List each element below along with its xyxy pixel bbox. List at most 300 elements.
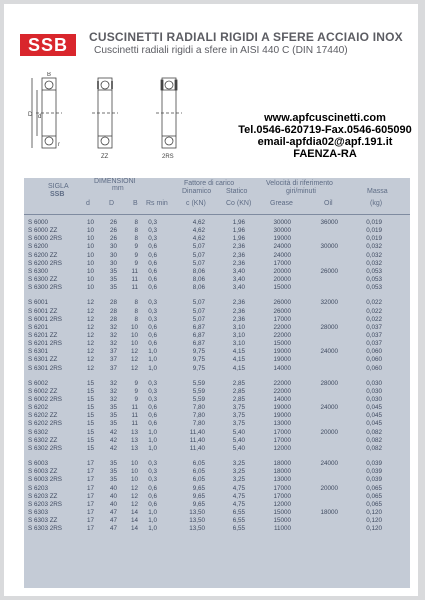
table-cell: 0,082 xyxy=(366,428,382,436)
table-cell: 19000 xyxy=(273,348,291,356)
table-cell: 0,3 xyxy=(148,387,157,395)
table-cell: 0,030 xyxy=(366,396,382,403)
table-cell: 3,10 xyxy=(232,340,245,348)
table-cell: 30000 xyxy=(320,243,338,251)
table-cell: 3,10 xyxy=(232,331,245,339)
table-cell: S 6303 ZZ xyxy=(28,517,58,525)
table-cell: 11,40 xyxy=(189,444,205,452)
table-cell: 0,082 xyxy=(366,444,382,452)
table-cell: 26 xyxy=(109,219,117,226)
table-cell: 0,030 xyxy=(366,379,382,387)
table-cell: S 6003 2RS xyxy=(28,476,62,484)
table-cell: S 6301 ZZ xyxy=(28,356,58,364)
table-cell: 1,96 xyxy=(232,219,245,226)
table-cell: 1,0 xyxy=(148,517,157,525)
table-cell: 4,75 xyxy=(232,484,245,492)
table-cell: 0,6 xyxy=(148,267,157,275)
table-cell: 14 xyxy=(130,525,138,533)
table-cell: 22000 xyxy=(273,379,291,387)
table-cell: S 6000 xyxy=(28,219,48,226)
table-cell: 4,62 xyxy=(192,235,205,243)
table-cell: 6,87 xyxy=(192,340,205,348)
table-cell: 4,15 xyxy=(232,356,245,364)
table-cell: 8 xyxy=(134,235,138,243)
header-massa: Massa xyxy=(367,188,388,195)
table-cell: 3,40 xyxy=(232,267,245,275)
table-cell: 11 xyxy=(131,412,138,420)
table-cell: 18000 xyxy=(273,468,291,476)
table-cell: 1,0 xyxy=(148,444,157,452)
table-cell: 12 xyxy=(86,348,94,356)
table-cell: 2,36 xyxy=(232,243,245,251)
table-cell: 37 xyxy=(109,348,117,356)
table-cell: S 6302 xyxy=(28,428,48,436)
table-cell: 5,07 xyxy=(192,315,205,323)
table-cell: 0,6 xyxy=(148,420,157,428)
table-cell: 15 xyxy=(86,420,94,428)
table-cell: 17 xyxy=(86,492,94,500)
table-cell: 35 xyxy=(109,412,117,420)
header-sigla: SIGLA xyxy=(48,183,69,190)
table-cell: 7,80 xyxy=(192,404,205,412)
table-cell: 17 xyxy=(86,525,94,533)
table-cell: 0,6 xyxy=(148,412,157,420)
table-cell: 0,045 xyxy=(366,412,382,420)
table-cell: 4,75 xyxy=(232,492,245,500)
table-cell: 0,019 xyxy=(366,219,382,226)
table-cell: 32 xyxy=(109,379,117,387)
table-cell: 0,120 xyxy=(366,525,382,533)
table-cell: 0,022 xyxy=(366,299,382,307)
table-cell: 9 xyxy=(134,251,138,259)
table-cell: 30 xyxy=(109,243,117,251)
table-cell: 40 xyxy=(109,500,117,508)
table-cell: 6,05 xyxy=(192,468,205,476)
table-cell: 24000 xyxy=(320,404,338,412)
table-cell: 15 xyxy=(86,428,94,436)
table-cell: 1,0 xyxy=(148,348,157,356)
table-cell: S 6200 2RS xyxy=(28,259,62,267)
table-cell: 9,75 xyxy=(192,364,205,372)
table-cell: 24000 xyxy=(320,348,338,356)
table-cell: 35 xyxy=(109,276,117,284)
table-cell: 11000 xyxy=(273,525,291,533)
table-cell: 17 xyxy=(86,460,94,468)
table-cell: 3,25 xyxy=(232,476,245,484)
table-cell: 0,3 xyxy=(148,396,157,403)
table-cell: 14 xyxy=(130,508,138,516)
table-cell: 15000 xyxy=(273,284,291,292)
table-cell: S 6202 ZZ xyxy=(28,412,58,420)
table-cell: 0,037 xyxy=(366,340,382,348)
table-cell: 12 xyxy=(130,492,138,500)
table-cell: 40 xyxy=(109,492,117,500)
table-cell: 0,065 xyxy=(366,500,382,508)
table-cell: 0,019 xyxy=(366,235,382,243)
table-cell: 0,060 xyxy=(366,356,382,364)
table-cell: 35 xyxy=(109,267,117,275)
city-text: FAENZA-RA xyxy=(293,148,357,160)
table-cell: 8 xyxy=(134,227,138,235)
header-velocita: Velocità di riferimento xyxy=(266,180,333,187)
table-cell: 0,053 xyxy=(366,284,382,292)
table-cell: 0,3 xyxy=(148,460,157,468)
dim-r-label: r xyxy=(58,142,60,148)
table-cell: 47 xyxy=(109,525,117,533)
table-cell: S 6201 ZZ xyxy=(28,331,58,339)
table-cell: 0,6 xyxy=(148,404,157,412)
table-cell: 12 xyxy=(86,356,94,364)
table-cell: 0,032 xyxy=(366,243,382,251)
bearing-2rs-drawing xyxy=(156,78,182,148)
table-cell: 0,032 xyxy=(366,251,382,259)
table-cell: 0,6 xyxy=(148,251,157,259)
table-cell: 6,55 xyxy=(232,525,245,533)
table-cell: 1,96 xyxy=(232,227,245,235)
header-kg: (kg) xyxy=(370,200,383,207)
table-cell: S 6300 xyxy=(28,267,48,275)
table-cell: 15 xyxy=(86,436,94,444)
table-cell: 0,6 xyxy=(148,259,157,267)
header-ssb: SSB xyxy=(50,191,65,198)
table-cell: 0,053 xyxy=(366,267,382,275)
table-cell: 17 xyxy=(86,468,94,476)
table-cell: 11 xyxy=(131,276,138,284)
table-cell: S 6000 ZZ xyxy=(28,227,58,235)
table-cell: 22000 xyxy=(273,323,291,331)
phone-fax-text: Tel.0546-620719-Fax.0546-605090 xyxy=(238,124,412,136)
table-cell: 0,039 xyxy=(366,476,382,484)
header-mm: mm xyxy=(112,185,124,192)
table-cell: 6,05 xyxy=(192,476,205,484)
table-cell: 8,06 xyxy=(192,276,205,284)
table-cell: 1,0 xyxy=(148,525,157,533)
table-cell: S 6302 2RS xyxy=(28,444,62,452)
table-cell: 3,75 xyxy=(232,404,245,412)
table-cell: 42 xyxy=(109,428,117,436)
table-cell: 0,045 xyxy=(366,404,382,412)
table-cell: 35 xyxy=(109,476,117,484)
table-cell: 12 xyxy=(86,315,94,323)
table-cell: 12 xyxy=(130,364,138,372)
table-cell: 13000 xyxy=(273,420,291,428)
table-cell: 0,022 xyxy=(366,307,382,315)
table-cell: S 6203 ZZ xyxy=(28,492,58,500)
table-row xyxy=(24,524,410,533)
dim-B-label: B xyxy=(47,72,52,78)
table-cell: 0,060 xyxy=(366,364,382,372)
table-cell: 18000 xyxy=(273,460,291,468)
table-cell: 3,10 xyxy=(232,323,245,331)
table-cell: 0,3 xyxy=(148,235,157,243)
table-cell: 0,3 xyxy=(148,307,157,315)
table-cell: S 6303 2RS xyxy=(28,525,62,533)
table-cell: 15 xyxy=(86,379,94,387)
table-cell: 3,25 xyxy=(232,468,245,476)
table-cell: 30 xyxy=(109,251,117,259)
table-cell: 17 xyxy=(86,508,94,516)
table-cell: 12 xyxy=(130,500,138,508)
table-cell: S 6001 ZZ xyxy=(28,307,58,315)
table-cell: 36000 xyxy=(320,219,338,226)
table-cell: 17000 xyxy=(273,428,291,436)
table-cell: 0,060 xyxy=(366,348,382,356)
table-cell: 0,6 xyxy=(148,276,157,284)
table-cell: 0,037 xyxy=(366,331,382,339)
table-cell: 20000 xyxy=(320,484,338,492)
table-cell: 19000 xyxy=(273,356,291,364)
table-cell: S 6003 xyxy=(28,460,48,468)
table-cell: 5,07 xyxy=(192,251,205,259)
table-cell: 9 xyxy=(134,243,138,251)
bearing-drawings xyxy=(26,72,226,164)
table-cell: 10 xyxy=(86,227,94,235)
table-cell: 26 xyxy=(109,227,117,235)
table-cell: 8 xyxy=(134,307,138,315)
table-cell: 10 xyxy=(130,476,138,484)
table-row xyxy=(24,364,410,373)
table-cell: 8,06 xyxy=(192,267,205,275)
table-cell: S 6303 xyxy=(28,508,48,516)
table-cell: 6,55 xyxy=(232,517,245,525)
table-cell: S 6002 xyxy=(28,379,48,387)
table-cell: 0,3 xyxy=(148,379,157,387)
table-cell: 26000 xyxy=(273,299,291,307)
table-cell: 12 xyxy=(130,484,138,492)
table-cell: 37 xyxy=(109,364,117,372)
table-cell: 0,082 xyxy=(366,436,382,444)
table-cell: 0,6 xyxy=(148,340,157,348)
table-cell: 17000 xyxy=(273,436,291,444)
table-cell: 0,6 xyxy=(148,331,157,339)
table-cell: 4,15 xyxy=(232,364,245,372)
table-cell: 35 xyxy=(109,460,117,468)
table-cell: 2,36 xyxy=(232,307,245,315)
header-divider xyxy=(24,214,410,215)
table-cell: 12 xyxy=(86,307,94,315)
header-oil: Oil xyxy=(324,200,333,207)
table-cell: 0,022 xyxy=(366,315,382,323)
table-cell: 6,55 xyxy=(232,508,245,516)
header-fattore: Fattore di carico xyxy=(184,180,235,187)
table-cell: 9,75 xyxy=(192,348,205,356)
table-cell: 32 xyxy=(109,323,117,331)
table-cell: 32 xyxy=(109,396,117,403)
table-cell: 15 xyxy=(86,387,94,395)
table-cell: 12 xyxy=(86,323,94,331)
table-cell: S 6001 2RS xyxy=(28,315,62,323)
table-cell: 3,40 xyxy=(232,276,245,284)
dim-d-label-1: d xyxy=(38,114,42,120)
table-cell: 5,59 xyxy=(192,387,205,395)
table-cell: 28000 xyxy=(320,323,338,331)
table-cell: 0,3 xyxy=(148,227,157,235)
table-cell: 0,3 xyxy=(148,468,157,476)
table-cell: 11 xyxy=(131,267,138,275)
header-co-kn: Co (KN) xyxy=(226,200,252,207)
table-cell: 5,40 xyxy=(232,428,245,436)
table-cell: 0,039 xyxy=(366,460,382,468)
table-cell: S 6201 xyxy=(28,323,48,331)
table-cell: S 6301 2RS xyxy=(28,364,62,372)
email-text: email-apfdia02@apf.191.it xyxy=(257,136,393,148)
table-cell: 15 xyxy=(86,396,94,403)
header-d: d xyxy=(86,200,90,207)
table-cell: 11,40 xyxy=(189,436,205,444)
2rs-label: 2RS xyxy=(162,154,174,160)
table-cell: 10 xyxy=(86,284,94,292)
table-cell: 28 xyxy=(109,299,117,307)
table-cell: 1,96 xyxy=(232,235,245,243)
table-cell: 9 xyxy=(134,259,138,267)
table-cell: 0,053 xyxy=(366,276,382,284)
table-cell: 11,40 xyxy=(189,428,205,436)
table-cell: 5,59 xyxy=(192,379,205,387)
table-cell: 20000 xyxy=(273,267,291,275)
table-cell: 22000 xyxy=(273,387,291,395)
header-dimensioni: DIMENSIONI xyxy=(94,178,136,185)
table-cell: 2,36 xyxy=(232,259,245,267)
website-text: www.apfcuscinetti.com xyxy=(264,112,386,124)
table-cell: S 6202 xyxy=(28,404,48,412)
table-cell: 24000 xyxy=(273,251,291,259)
table-cell: S 6200 xyxy=(28,243,48,251)
table-cell: 9 xyxy=(134,379,138,387)
table-cell: 17 xyxy=(86,484,94,492)
table-cell: 42 xyxy=(109,436,117,444)
table-cell: 1,0 xyxy=(148,428,157,436)
table-cell: S 6201 2RS xyxy=(28,340,62,348)
table-cell: 15000 xyxy=(273,508,291,516)
table-cell: 9,65 xyxy=(192,492,205,500)
table-cell: 6,87 xyxy=(192,331,205,339)
table-cell: 32000 xyxy=(320,299,338,307)
table-cell: S 6203 xyxy=(28,484,48,492)
table-cell: 35 xyxy=(109,404,117,412)
table-cell: S 6000 2RS xyxy=(28,235,62,243)
table-cell: 1,0 xyxy=(148,364,157,372)
table-cell: 2,36 xyxy=(232,299,245,307)
table-cell: 12 xyxy=(86,364,94,372)
table-cell: 30000 xyxy=(273,227,291,235)
table-cell: 32 xyxy=(109,340,117,348)
dim-D-label: D xyxy=(28,112,33,118)
table-cell: 11 xyxy=(131,404,138,412)
table-cell: 0,065 xyxy=(366,492,382,500)
table-cell: 1,0 xyxy=(148,356,157,364)
table-cell: S 6001 xyxy=(28,299,48,307)
table-cell: 0,6 xyxy=(148,243,157,251)
table-cell: 0,045 xyxy=(366,420,382,428)
table-cell: 7,80 xyxy=(192,420,205,428)
table-cell: 0,037 xyxy=(366,323,382,331)
page-subtitle: Cuscinetti radiali rigidi a sfere in AISI 440 C (DIN 17440) xyxy=(94,45,348,56)
table-cell: 40 xyxy=(109,484,117,492)
table-cell: 15000 xyxy=(273,340,291,348)
table-cell: 6,87 xyxy=(192,323,205,331)
table-cell: 5,07 xyxy=(192,259,205,267)
table-cell: 10 xyxy=(86,267,94,275)
table-cell: S 6202 2RS xyxy=(28,420,62,428)
table-cell: S 6003 ZZ xyxy=(28,468,58,476)
table-cell: S 6002 ZZ xyxy=(28,387,58,395)
table-cell: 4,62 xyxy=(192,227,205,235)
table-cell: 13 xyxy=(130,428,138,436)
table-cell: 10 xyxy=(86,259,94,267)
table-cell: 13 xyxy=(130,444,138,452)
table-cell: 2,85 xyxy=(232,379,245,387)
table-cell: 28 xyxy=(109,315,117,323)
table-cell: 17000 xyxy=(273,315,291,323)
table-cell: 10 xyxy=(130,331,138,339)
table-cell: 12 xyxy=(86,331,94,339)
table-cell: 17000 xyxy=(273,484,291,492)
table-cell: 9,75 xyxy=(192,356,205,364)
table-cell: 1,0 xyxy=(148,436,157,444)
table-cell: 20000 xyxy=(273,276,291,284)
table-cell: 8,06 xyxy=(192,284,205,292)
header-dinamico: Dinamico xyxy=(182,188,212,195)
table-cell: 8 xyxy=(134,315,138,323)
table-cell: 5,40 xyxy=(232,444,245,452)
table-cell: 14000 xyxy=(273,364,291,372)
table-cell: 1,0 xyxy=(148,508,157,516)
header-grease: Grease xyxy=(270,200,293,207)
header-rs-min: Rs min xyxy=(146,200,168,207)
table-cell: S 6302 ZZ xyxy=(28,436,58,444)
table-cell: 4,75 xyxy=(232,500,245,508)
table-cell: 9 xyxy=(134,387,138,395)
table-cell: 7,80 xyxy=(192,412,205,420)
table-cell: 13000 xyxy=(273,476,291,484)
table-cell: 0,032 xyxy=(366,259,382,267)
table-cell: 0,019 xyxy=(366,227,382,235)
table-cell: 5,07 xyxy=(192,299,205,307)
table-cell: 14000 xyxy=(273,396,291,403)
table-cell: S 6300 ZZ xyxy=(28,276,58,284)
table-cell: 15 xyxy=(86,444,94,452)
table-cell: 8 xyxy=(134,219,138,226)
table-cell: S 6301 xyxy=(28,348,48,356)
table-cell: 15000 xyxy=(273,517,291,525)
table-cell: 2,36 xyxy=(232,315,245,323)
table-cell: 17 xyxy=(86,517,94,525)
table-cell: 4,62 xyxy=(192,219,205,226)
table-cell: 42 xyxy=(109,444,117,452)
table-cell: 30000 xyxy=(273,219,291,226)
table-cell: 17000 xyxy=(273,259,291,267)
table-cell: 5,59 xyxy=(192,396,205,403)
table-cell: 3,75 xyxy=(232,420,245,428)
table-cell: 6,05 xyxy=(192,460,205,468)
table-cell: 14 xyxy=(130,517,138,525)
table-cell: 0,120 xyxy=(366,508,382,516)
table-cell: 13 xyxy=(130,436,138,444)
contact-info xyxy=(230,112,420,160)
table-cell: 17 xyxy=(86,500,94,508)
table-cell: 18000 xyxy=(320,508,338,516)
table-cell: 24000 xyxy=(273,243,291,251)
table-cell: 10 xyxy=(86,276,94,284)
table-cell: 0,039 xyxy=(366,468,382,476)
table-cell: 15 xyxy=(86,404,94,412)
table-cell: 2,36 xyxy=(232,251,245,259)
table-row xyxy=(24,444,410,453)
table-cell: 3,40 xyxy=(232,284,245,292)
table-cell: 10 xyxy=(130,323,138,331)
table-cell: 35 xyxy=(109,468,117,476)
header-giri: giri/minuti xyxy=(286,188,316,195)
